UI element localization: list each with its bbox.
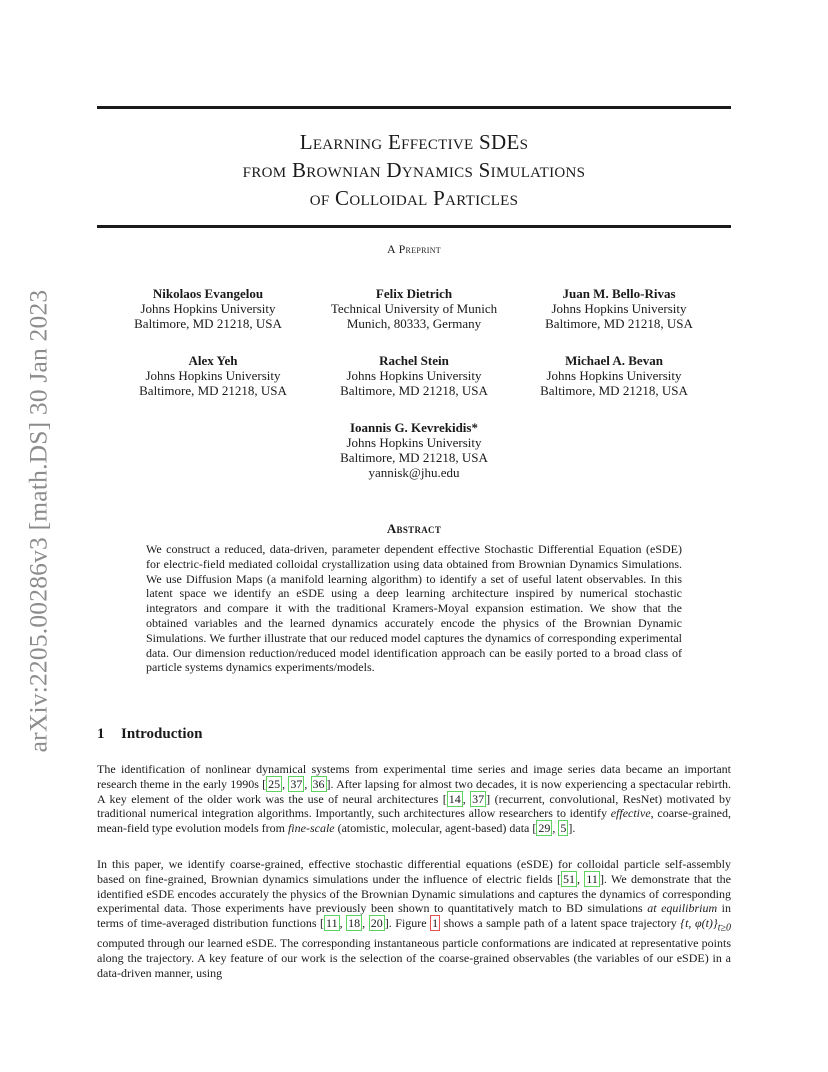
author-block (98, 286, 318, 331)
author-block (504, 353, 724, 398)
author-name: Rachel Stein (379, 353, 449, 368)
citation-link[interactable]: 51 (563, 871, 576, 886)
text-run: computed through our learned eSDE. The corresponding instantaneous particle conformations are indicated at representative points along the trajectory. A key feature of our work is the selection of the coarse-grained observables (the variables of our eSDE) in a data-driven manner, using (97, 936, 731, 980)
text-run: , (577, 871, 585, 886)
text-run: The identification of nonlinear dynamical systems from experimental time series and image series data became an important research theme in the early 1990s [ (97, 762, 731, 791)
citation-link[interactable]: 29 (538, 821, 551, 836)
arxiv-identifier: arXiv:2205.00286v3 [math.DS] 30 Jan 2023 (23, 289, 52, 753)
emphasis: at equilibrium (647, 901, 718, 916)
author-name: Michael A. Bevan (565, 353, 663, 368)
abstract-text: We construct a reduced, data-driven, parameter dependent effective Stochastic Differential Equation (eSDE) for electric-field mediated colloidal crystallization using data obtained from Brownian Dynamics Simulations. We use Diffusion Maps (a manifold learning algorithm) to identify a set of useful latent observables. In this latent space we identify an eSDE using a deep learning architecture inspired by numerical stochastic integrators and compare it with the traditional Kramers-Moyal expansion estimation. We show that the obtained variables and the learned dynamics accurately encode the physics of the Brownian Dynamic Simulations. We further illustrate that our reduced model captures the dynamics of corresponding experimental data. Our dimension reduction/reduced model identification approach can be easily ported to a broad class of particle systems dynamics experiments/models. (146, 542, 682, 675)
title-rule-bottom (97, 225, 731, 228)
author-address: Baltimore, MD 21218, USA (134, 316, 282, 331)
author-affiliation: Johns Hopkins University (346, 435, 482, 450)
citation-link[interactable]: 14 (448, 791, 461, 806)
author-name: Nikolaos Evangelou (152, 286, 264, 301)
citation-link[interactable]: 37 (472, 791, 485, 806)
preprint-label: A Preprint (386, 242, 441, 256)
author-name: Juan M. Bello-Rivas (562, 286, 676, 301)
author-email: yannisk@jhu.edu (368, 465, 460, 480)
text-run: , (282, 776, 289, 791)
math-subscript: t≥0 (717, 922, 732, 934)
math-expression: {t, φ(t)} (680, 916, 718, 931)
author-block (304, 420, 524, 480)
text-run: ]. (568, 821, 576, 836)
section-heading (97, 726, 202, 743)
citation-link[interactable]: 5 (560, 821, 567, 836)
intro-paragraph-2 (97, 857, 731, 981)
author-name: Ioannis G. Kevrekidis* (350, 420, 478, 435)
author-address: Baltimore, MD 21218, USA (139, 383, 287, 398)
text-run: in terms of time-averaged distribution functions [ (97, 901, 731, 931)
text-run: ]. Figure (384, 916, 431, 931)
paper-title (97, 128, 731, 212)
author-block (304, 353, 524, 398)
citation-link[interactable]: 36 (312, 776, 325, 791)
author-affiliation: Johns Hopkins University (546, 368, 682, 383)
author-block (509, 286, 729, 331)
text-run: (atomistic, molecular, agent-based) data [ (334, 821, 537, 836)
text-run: shows a sample path of a latent space trajectory (440, 916, 681, 931)
citation-link[interactable]: 18 (348, 916, 361, 931)
text-run: ] (recurrent, convolutional, ResNet) motivated by traditional numerical integration algorithms. Importantly, such architectures allow researchers to identify (97, 791, 732, 821)
author-name: Alex Yeh (188, 353, 238, 368)
author-address: Munich, 80333, Germany (346, 316, 482, 331)
abstract-heading: Abstract (386, 521, 442, 536)
title-line-2: from Brownian Dynamics Simulations (242, 158, 586, 182)
intro-paragraph-1 (97, 762, 731, 836)
text-run: , (304, 776, 311, 791)
emphasis: fine-scale (287, 821, 335, 836)
author-address: Baltimore, MD 21218, USA (545, 316, 693, 331)
text-run: , (362, 916, 369, 931)
author-affiliation: Johns Hopkins University (551, 301, 687, 316)
text-run: , coarse-grained, mean-field type evolution models from (97, 806, 731, 836)
author-address: Baltimore, MD 21218, USA (340, 383, 488, 398)
text-run: , (462, 791, 471, 806)
section-number: 1 (97, 726, 105, 742)
citation-link[interactable]: 11 (326, 916, 338, 931)
author-address: Baltimore, MD 21218, USA (340, 450, 488, 465)
text-run: ]. After lapsing for almost two decades, it is now experiencing a spectacular rebirth. A key element of the older work was the use of neural architectures [ (97, 776, 732, 806)
title-rule-top (97, 106, 731, 109)
author-block (304, 286, 524, 331)
text-run: ]. We demonstrate that the identified eSDE encodes accurately the physics of the Brownian Dynamic simulations and captures the dynamics of corresponding experimental data. Those experiments have previously been shown to quantitatively match to BD simulations (97, 871, 731, 916)
author-affiliation: Johns Hopkins University (346, 368, 482, 383)
author-name: Felix Dietrich (375, 286, 453, 301)
title-line-1: Learning Effective SDEs (299, 130, 529, 154)
section-title: Introduction (121, 726, 203, 742)
text-run: , (552, 821, 559, 836)
arxiv-stamp (22, 276, 54, 766)
author-affiliation: Johns Hopkins University (145, 368, 281, 383)
author-affiliation: Technical University of Munich (330, 301, 498, 316)
citation-link[interactable]: 37 (290, 776, 303, 791)
citation-link[interactable]: 20 (370, 916, 383, 931)
citation-link[interactable]: 11 (586, 871, 598, 886)
citation-link[interactable]: 25 (268, 776, 281, 791)
text-run: In this paper, we identify coarse-grained, effective stochastic differential equations (eSDE) for colloidal particle self-assembly based on fine-grained, Brownian dynamics simulations under the influence of electric fields [ (97, 857, 731, 886)
title-line-3: of Colloidal Particles (309, 186, 519, 210)
text-run: , (339, 916, 347, 931)
author-block (103, 353, 323, 398)
author-affiliation: Johns Hopkins University (140, 301, 276, 316)
author-address: Baltimore, MD 21218, USA (540, 383, 688, 398)
figure-link[interactable]: 1 (432, 916, 439, 931)
emphasis: effective (610, 806, 651, 821)
